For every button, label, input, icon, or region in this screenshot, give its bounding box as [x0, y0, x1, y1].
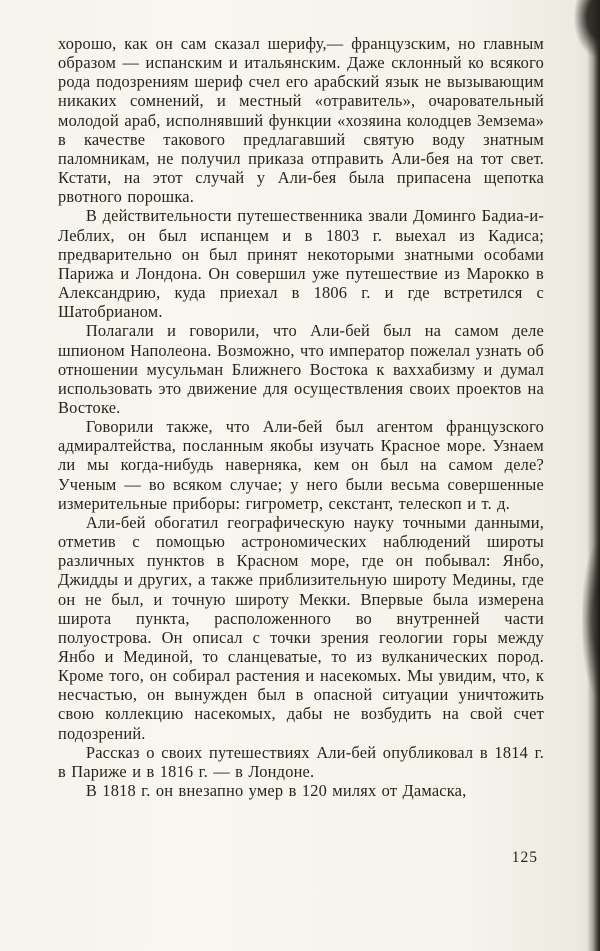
page-number: 125	[511, 849, 538, 866]
paragraph: Али-бей обогатил географическую науку точными данными, отметив с помощью астрономических наблюдений широты различных пунктов в Красном море, где он побывал: Янбо, Джидды и других, а также приблизительную широту Медины, где он не был, и точную широту Мекки. Впервые была измерена широта пункта, расположенного во внутренней части полуострова. Он описал с точки зрения геологии горы между Янбо и Мединой, то сланцеватые, то из вулканических пород. Кроме того, он собирал растения и насекомых. Мы увидим, что, к несчастью, он вынужден был в опасной ситуации уничтожить свою коллекцию насекомых, дабы не возбудить на свой счет подозрений.	[58, 512, 544, 743]
paragraph: Говорили также, что Али-бей был агентом французского адмиралтейства, посланным якобы изучать Красное море. Узнаем ли мы когда-нибудь наверняка, кем он был на самом деле? Ученым — во всяком случае; у него были весьма совершенные измерительные приборы: гигрометр, секстант, телескоп и т. д.	[58, 417, 544, 513]
scan-edge-shadow	[587, 0, 600, 951]
paragraph: Рассказ о своих путешествиях Али-бей опубликовал в 1814 г. в Париже и в 1816 г. — в Лондоне.	[58, 742, 544, 781]
paragraph: В действительности путешественника звали Доминго Бадиа-и-Леблих, он был испанцем и в 1803 г. выехал из Кадиса; предварительно он был принят некоторыми знатными особами Парижа и Лондона. Он совершил уже путешествие из Марокко в Александрию, куда приехал в 1806 г. и где встретился с Шатобрианом.	[58, 206, 544, 322]
paragraph: Полагали и говорили, что Али-бей был на самом деле шпионом Наполеона. Возможно, что император пожелал узнать об отношении мусульман Ближнего Востока к ваххабизму и думал использовать это движение для осуществления своих проектов на Востоке.	[58, 321, 544, 417]
paragraph: В 1818 г. он внезапно умер в 120 милях от Дамаска,	[85, 781, 467, 801]
body-text	[58, 34, 544, 800]
paragraph: хорошо, как он сам сказал шерифу,— французским, но главным образом — испанским и итальянским. Даже склонный ко всякого рода подозрениям шериф счел его арабский язык не вызывающим никаких сомнений, и местный «отравитель», очаровательный молодой араб, исполнявший функции «хозяина колодцев Земзема» в качестве такового предлагавший святую воду знатным паломникам, не получил приказа отправить Али-бея на тот свет. Кстати, на этот случай у Али-бея была припасена щепотка рвотного порошка.	[58, 34, 544, 207]
scan-corner-mark	[574, 0, 600, 58]
